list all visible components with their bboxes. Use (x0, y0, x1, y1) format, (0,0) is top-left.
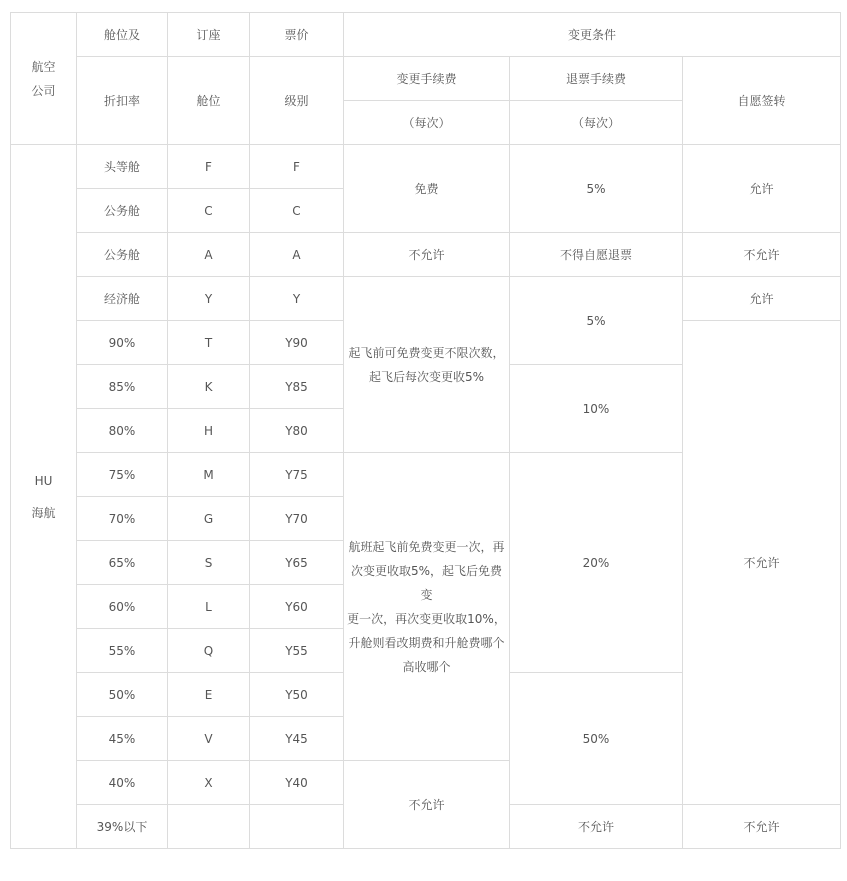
fare-cell: F (250, 145, 344, 189)
table-row (11, 233, 841, 277)
booking-cell: C (168, 189, 250, 233)
booking-cell: K (168, 365, 250, 409)
refund-m-q-cell: 20% (510, 453, 683, 673)
refund-a-cell: 不得自愿退票 (510, 233, 683, 277)
booking-cell: F (168, 145, 250, 189)
table-row (11, 145, 841, 189)
booking-header-line1: 订座 (168, 13, 250, 57)
fare-cell: Y85 (250, 365, 344, 409)
booking-cell: V (168, 717, 250, 761)
change-x-low-cell: 不允许 (344, 761, 510, 849)
table-row (11, 277, 841, 321)
booking-cell: Y (168, 277, 250, 321)
change-y-group-cell (344, 277, 510, 453)
change-a-cell: 不允许 (344, 233, 510, 277)
booking-header-line2: 舱位 (168, 57, 250, 145)
endorse-low-cell: 不允许 (683, 805, 841, 849)
booking-cell: A (168, 233, 250, 277)
airline-header-line2: 公司 (31, 83, 56, 98)
airline-cell (11, 145, 77, 849)
discount-cell: 60% (77, 585, 168, 629)
header-row-1 (11, 13, 841, 57)
booking-cell: H (168, 409, 250, 453)
booking-cell: M (168, 453, 250, 497)
change-m-group-cell (344, 453, 510, 761)
cabin-discount-header-line2: 折扣率 (77, 57, 168, 145)
fare-cell: A (250, 233, 344, 277)
fare-cell: Y75 (250, 453, 344, 497)
fare-rules-table (10, 12, 841, 849)
discount-cell: 公务舱 (77, 233, 168, 277)
refund-fc-cell: 5% (510, 145, 683, 233)
discount-cell: 45% (77, 717, 168, 761)
booking-cell: Q (168, 629, 250, 673)
fare-cell: Y45 (250, 717, 344, 761)
fare-cell: Y70 (250, 497, 344, 541)
fare-cell: Y90 (250, 321, 344, 365)
refund-e-x-cell: 50% (510, 673, 683, 805)
change-m-line2: 次变更收取5%，起飞后免费变 (350, 563, 503, 602)
endorse-a-cell: 不允许 (683, 233, 841, 277)
booking-cell: T (168, 321, 250, 365)
change-fee-header: 变更手续费 (344, 57, 510, 101)
airline-code: HU (34, 473, 53, 488)
discount-cell: 经济舱 (77, 277, 168, 321)
fare-cell: Y (250, 277, 344, 321)
conditions-header: 变更条件 (344, 13, 841, 57)
endorse-fc-cell: 允许 (683, 145, 841, 233)
discount-cell: 50% (77, 673, 168, 717)
booking-cell (168, 805, 250, 849)
fare-cell: Y80 (250, 409, 344, 453)
discount-cell: 39%以下 (77, 805, 168, 849)
discount-cell: 90% (77, 321, 168, 365)
refund-fee-header: 退票手续费 (510, 57, 683, 101)
discount-cell: 80% (77, 409, 168, 453)
booking-cell: E (168, 673, 250, 717)
fare-cell: Y50 (250, 673, 344, 717)
change-m-line3: 更一次，再次变更收取10%， (347, 611, 506, 626)
discount-cell: 40% (77, 761, 168, 805)
endorse-t-x-cell: 不允许 (683, 321, 841, 805)
change-m-line1: 航班起飞前免费变更一次，再 (348, 539, 505, 554)
refund-k-h-cell: 10% (510, 365, 683, 453)
change-m-line4: 升舱则看改期费和升舱费哪个 (348, 635, 505, 650)
change-y-line2: 起飞后每次变更收5% (368, 369, 485, 384)
discount-cell: 65% (77, 541, 168, 585)
booking-cell: L (168, 585, 250, 629)
fare-cell (250, 805, 344, 849)
cabin-discount-header-line1: 舱位及 (77, 13, 168, 57)
airline-name: 海航 (31, 505, 56, 520)
change-m-line5: 高收哪个 (402, 659, 451, 674)
change-fee-sub-header: （每次） (344, 101, 510, 145)
discount-cell: 头等舱 (77, 145, 168, 189)
fare-cell: Y60 (250, 585, 344, 629)
discount-cell: 70% (77, 497, 168, 541)
endorse-y-cell: 允许 (683, 277, 841, 321)
discount-cell: 85% (77, 365, 168, 409)
fare-cell: C (250, 189, 344, 233)
discount-cell: 公务舱 (77, 189, 168, 233)
refund-fee-sub-header: （每次） (510, 101, 683, 145)
airline-header (11, 13, 77, 145)
refund-low-cell: 不允许 (510, 805, 683, 849)
header-row-2 (11, 57, 841, 101)
booking-cell: X (168, 761, 250, 805)
change-y-line1: 起飞前可免费变更不限次数， (348, 345, 505, 360)
endorse-header: 自愿签转 (683, 57, 841, 145)
fare-cell: Y55 (250, 629, 344, 673)
airline-header-line1: 航空 (31, 59, 56, 74)
booking-cell: G (168, 497, 250, 541)
booking-cell: S (168, 541, 250, 585)
refund-y-t-cell: 5% (510, 277, 683, 365)
fare-cell: Y65 (250, 541, 344, 585)
discount-cell: 55% (77, 629, 168, 673)
fare-cell: Y40 (250, 761, 344, 805)
fare-header-line1: 票价 (250, 13, 344, 57)
fare-header-line2: 级别 (250, 57, 344, 145)
change-free-cell: 免费 (344, 145, 510, 233)
discount-cell: 75% (77, 453, 168, 497)
